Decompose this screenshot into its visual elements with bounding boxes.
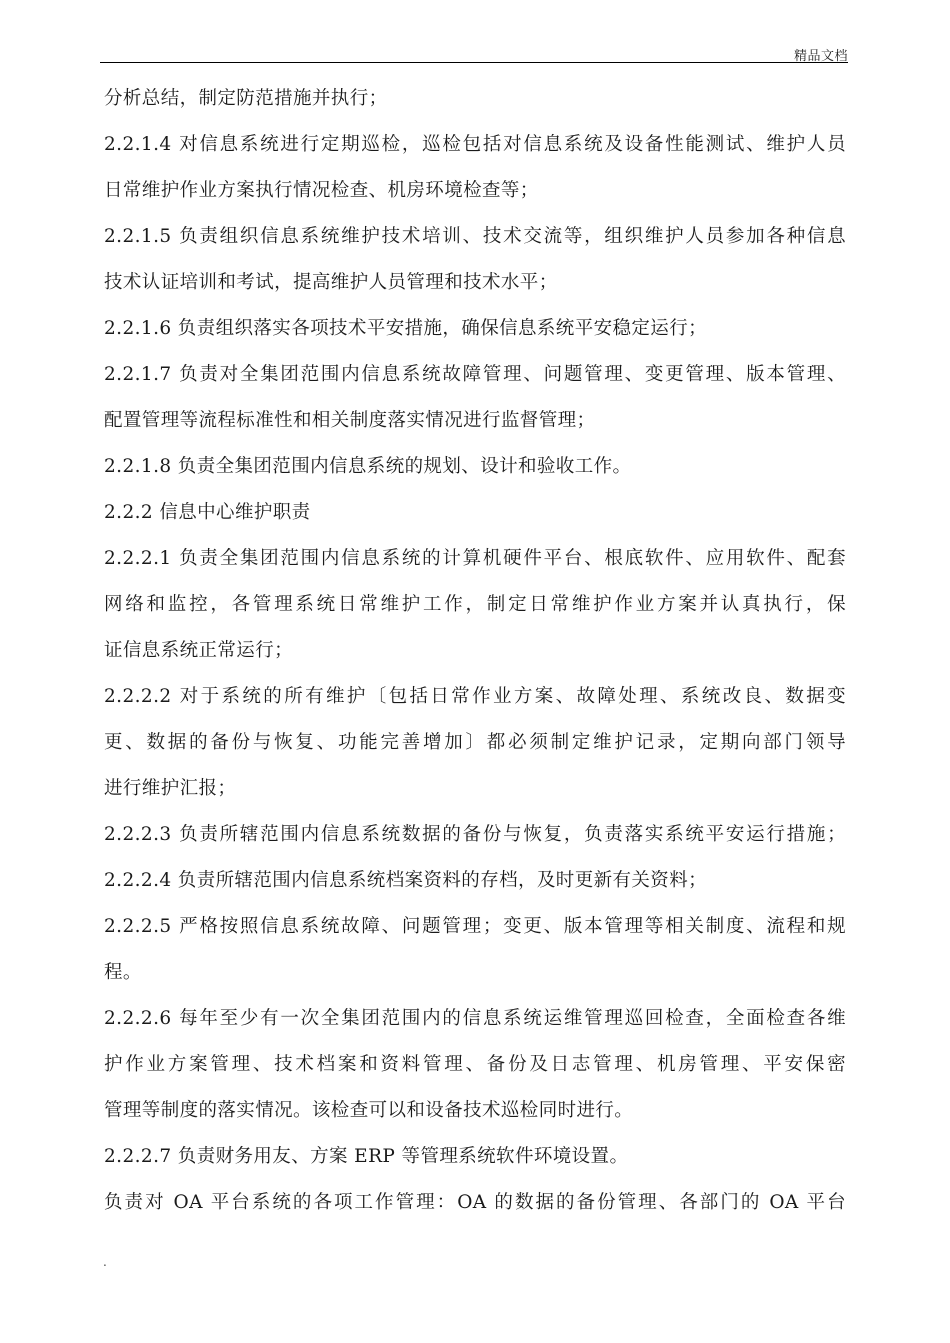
text-line: 2.2.1.5 负责组织信息系统维护技术培训、技术交流等，组织维护人员参加各种信息 (104, 226, 846, 247)
text-line: 配置管理等流程标准性和相关制度落实情况进行监督管理； (104, 410, 596, 431)
text-line: 负责对 OA 平台系统的各项工作管理：OA 的数据的备份管理、各部门的 OA 平台 (104, 1192, 846, 1213)
text-line: 网络和监控，各管理系统日常维护工作，制定日常维护作业方案并认真执行，保 (104, 594, 846, 615)
text-line: 分析总结，制定防范措施并执行； (104, 88, 388, 109)
section-heading: 2.2.2 信息中心维护职责 (104, 502, 311, 523)
footer-mark: . (103, 1255, 107, 1269)
text-line: 2.2.1.8 负责全集团范围内信息系统的规划、设计和验收工作。 (104, 456, 632, 477)
text-line: 证信息系统正常运行； (104, 640, 294, 661)
text-line: 2.2.1.7 负责对全集团范围内信息系统故障管理、问题管理、变更管理、版本管理、 (104, 364, 846, 385)
text-line: 2.2.2.1 负责全集团范围内信息系统的计算机硬件平台、根底软件、应用软件、配套 (104, 548, 846, 569)
text-line: 更、数据的备份与恢复、功能完善增加〕都必须制定维护记录，定期向部门领导 (104, 732, 846, 753)
text-line: 进行维护汇报； (104, 778, 237, 799)
header-rule (100, 62, 848, 63)
text-line: 2.2.1.6 负责组织落实各项技术平安措施，确保信息系统平安稳定运行； (104, 318, 708, 339)
text-line: 技术认证培训和考试，提高维护人员管理和技术水平； (104, 272, 558, 293)
text-line: 2.2.2.6 每年至少有一次全集团范围内的信息系统运维管理巡回检查，全面检查各维 (104, 1008, 846, 1029)
text-line: 日常维护作业方案执行情况检查、机房环境检查等； (104, 180, 539, 201)
text-line: 2.2.1.4 对信息系统进行定期巡检，巡检包括对信息系统及设备性能测试、维护人员 (104, 134, 846, 155)
text-line: 2.2.2.4 负责所辖范围内信息系统档案资料的存档，及时更新有关资料； (104, 870, 708, 891)
header-label: 精品文档 (793, 49, 848, 64)
text-line: 管理等制度的落实情况。该检查可以和设备技术巡检同时进行。 (104, 1100, 634, 1121)
text-line: 2.2.2.2 对于系统的所有维护〔包括日常作业方案、故障处理、系统改良、数据变 (104, 686, 846, 707)
text-line: 2.2.2.5 严格按照信息系统故障、问题管理；变更、版本管理等相关制度、流程和规 (104, 916, 846, 937)
document-body (104, 76, 846, 1226)
text-line: 2.2.2.3 负责所辖范围内信息系统数据的备份与恢复，负责落实系统平安运行措施； (104, 824, 846, 845)
text-line: 2.2.2.7 负责财务用友、方案 ERP 等管理系统软件环境设置。 (104, 1146, 629, 1167)
text-line: 程。 (104, 962, 142, 983)
text-line: 护作业方案管理、技术档案和资料管理、备份及日志管理、机房管理、平安保密 (104, 1054, 846, 1075)
